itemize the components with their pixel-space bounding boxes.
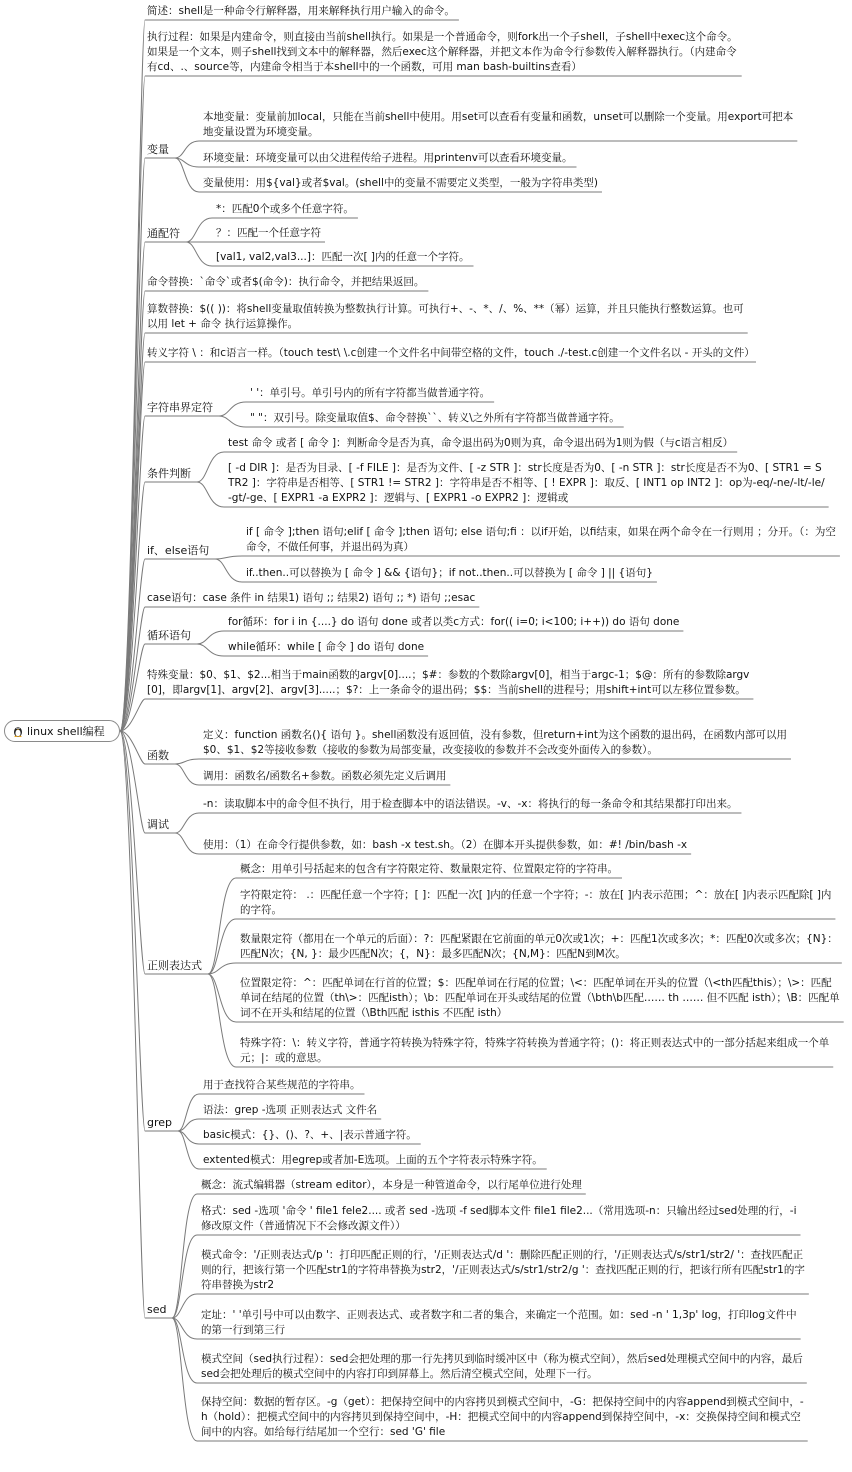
category-grep[interactable]: grep [147, 1116, 173, 1129]
connector-level1 [120, 158, 175, 731]
node-teshu[interactable]: 特殊变量：$0、$1、$2...相当于main函数的argv[0]....；$#：参数的个数除argv[0]，相当于argc-1；$@：所有的参数除argv[0]，即argv[1]、argv[2]、argv[3].....；$?：上一条命令的退出码；$$：当前shell的进程号；用shift+int可以左移位置参数。 [147, 669, 750, 696]
node-grep-extended[interactable]: extented模式：用egrep或者加-E选项。上面的五个字符表示特殊字符。 [203, 1154, 543, 1166]
node-zhengze-concept[interactable]: 概念：用单引号括起来的包含有字符限定符、数量限定符、位置限定符的字符串。 [240, 863, 618, 875]
node-tongpeifu-star[interactable]: *：匹配0个或多个任意字符。 [216, 203, 354, 215]
node-grep-desc[interactable]: 用于查找符合某些规范的字符串。 [203, 1079, 361, 1091]
node-tiaojian-ops[interactable]: [ -d DIR ]：是否为目录、[ -f FILE ]：是否为文件、[ -z STR ]：str长度是否为0、[ -n STR ]：str长度是否不为0、[ STR1 = STR2 ]：字符串是否相等、[ STR1 != STR2 ]：字符串是否不相等、[ ! EXPR ]：取反、[ INT1 op INT2 ]：op为-eq/-ne/-lt/-le/-gt/-ge、[ EXPR1 -a EXPR2 ]：逻辑与、[ EXPR1 -o EXPR2 ]：逻辑或 [228, 462, 825, 504]
node-tiaoshi-options[interactable]: -n：读取脚本中的命令但不执行，用于检查脚本中的语法错误。-v、-x：将执行的每一条命令和其结果都打印出来。 [203, 798, 738, 810]
connector-level1 [120, 731, 178, 1131]
node-sed-concept[interactable]: 概念：流式编辑器（stream editor），本身是一种管道命令，以行尾单位进行处理 [201, 1179, 582, 1191]
node-bianliang-local[interactable]: 本地变量：变量前加local，只能在当前shell中使用。用set可以查看有变量和函数，unset可以删除一个变量。用export可把本地变量设置为环境变量。 [203, 111, 794, 138]
connector-level1 [120, 699, 753, 731]
node-tongpeifu-question[interactable]: ？：匹配一个任意字符 [216, 227, 321, 239]
node-bianliang-use[interactable]: 变量使用：用${val}或者$val。(shell中的变量不需要定义类型，一般为字符串类型) [203, 177, 598, 189]
node-zhengze-quantity[interactable]: 数量限定符（都用在一个单元的后面）：?：匹配紧跟在它前面的单元0次或1次；+：匹配1次或多次；*：匹配0次或多次；{N}：匹配N次；{N, }：最少匹配N次；{，N}：最多匹配N次；{N,M}：匹配N到M次。 [240, 933, 838, 960]
category-sed[interactable]: sed [147, 1303, 167, 1316]
connector-level2 [175, 813, 741, 833]
connector-level2 [208, 963, 842, 974]
tux-penguin-icon [13, 725, 23, 737]
connector-level1 [120, 76, 742, 731]
category-zifuchuan[interactable]: 字符串界定符 [147, 401, 213, 414]
node-tongpeifu-bracket[interactable]: [val1, val2,val3...]：匹配一次[ ]内的任意一个字符。 [216, 251, 470, 263]
node-zifuchuan-single[interactable]: ' '：单引号。单引号内的所有字符都当做普通字符。 [250, 387, 491, 399]
node-sed-pattern-space[interactable]: 模式空间（sed执行过程）：sed会把处理的那一行先拷贝到临时缓冲区中（称为模式空间），然后sed处理模式空间中的内容，最后sed会把处理后的模式空间中的内容打印到屏幕上。然后清空模式空间，处理下一行。 [201, 1353, 803, 1380]
node-tiaoshi-usage[interactable]: 使用：（1）在命令行提供参数，如：bash -x test.sh。（2）在脚本开头提供参数，如：#! /bin/bash -x [203, 839, 688, 851]
node-zhengze-special[interactable]: 特殊字符：\：转义字符，普通字符转换为特殊字符，特殊字符转换为普通字符；()：将正则表达式中的一部分括起来组成一个单元；|：或的意思。 [240, 1037, 830, 1064]
node-grep-syntax[interactable]: 语法：grep -选项 正则表达式 文件名 [203, 1104, 378, 1116]
node-sed-pattern[interactable]: 模式命令：'/正则表达式/p '：打印匹配正则的行，'/正则表达式/d '：删除匹配正则的行，'/正则表达式/s/str1/str2/ '：查找匹配正则的行，把该行第一个匹配str1的字符串替换为str2，'/正则表达式/s/str1/str2/g '：查找匹配正则的行，把该行所有匹配str1的字符串替换为str2 [201, 1249, 805, 1291]
node-mingling[interactable]: 命令替换：`命令`或者$(命令)：执行命令，并把结果返回。 [147, 276, 425, 288]
node-suanshu[interactable]: 算数替换：$(( ))：将shell变量取值转换为整数执行计算。可执行+、-、*、/、%、**（幂）运算，并且只能执行整数运算。也可以用 let + 命令 执行运算操作。 [147, 303, 744, 330]
root-node[interactable] [4, 720, 120, 742]
node-sed-format[interactable]: 格式：sed -选项 '命令 ' file1 fele2.... 或者 sed -选项 -f sed脚本文件 file1 file2...（常用选项-n：只输出经过sed处理的行，-i修改原文件（普通情况下不会修改源文件）） [201, 1205, 797, 1232]
node-zifuchuan-double[interactable]: " "：双引号。除变量取值$、命令替换``、转义\之外所有字符都当做普通字符。 [250, 412, 620, 424]
node-grep-basic[interactable]: basic模式：{}、()、?、+、|表示普通字符。 [203, 1129, 417, 1141]
category-zhengze[interactable]: 正则表达式 [147, 959, 202, 972]
node-sed-hold-space[interactable]: 保持空间：数据的暂存区。-g（get）：把保持空间中的内容拷贝到模式空间中，-G：把保持空间中的内容append到模式空间中，-h（hold）：把模式空间中的内容拷贝到保持空间中，-H：把模式空间中的内容append到保持空间中，-x：交换保持空间和模式空间中的内容。如给每行结尾加一个空行：sed 'G' file [201, 1396, 804, 1438]
node-tiaojian-test[interactable]: test 命令 或者 [ 命令 ]：判断命令是否为真，命令退出码为0则为真，命令退出码为1则为假（与c语言相反） [228, 437, 734, 449]
node-ifelse-syntax[interactable]: if [ 命令 ];then 语句;elif [ 命令 ];then 语句; else 语句;fi ：以if开始，以fi结束，如果在两个命令在一行则用 ；分开。（：为空命令，不做任何事，并退出码为真） [246, 526, 836, 553]
category-tiaoshi[interactable]: 调试 [147, 818, 169, 831]
node-hanshu-define[interactable]: 定义：function 函数名(){ 语句 }。shell函数没有返回值，没有参数，但return+int为这个函数的退出码，在函数内部可以用$0、$1、$2等接收参数（接收的参数为局部变量，改变接收的参数并不会改变外面传入的参数）。 [203, 729, 787, 756]
connector-level1 [120, 731, 208, 974]
node-xunhuan-for[interactable]: for循环：for i in {....} do 语句 done 或者以类c方式：for(( i=0; i<100; i++)) do 语句 done [228, 616, 680, 628]
category-hanshu[interactable]: 函数 [147, 749, 169, 762]
root-label: linux shell编程 [27, 725, 105, 738]
node-ifelse-short[interactable]: if..then..可以替换为 [ 命令 ] && {语句}；if not..then..可以替换为 [ 命令 ] || {语句} [246, 567, 653, 579]
node-zhuanyi[interactable]: 转义字符 \ ：和c语言一样。（touch test\ \.c创建一个文件名中间带空格的文件，touch ./-test.c创建一个文件名以 - 开头的文件） [147, 347, 755, 359]
node-case[interactable]: case语句：case 条件 in 结果1) 语句 ;; 结果2) 语句 ;; *) 语句 ;;esac [147, 592, 476, 604]
connector-level2 [215, 556, 840, 559]
category-bianliang[interactable]: 变量 [147, 143, 169, 156]
category-ifelse[interactable]: if、else语句 [147, 544, 210, 557]
node-hanshu-call[interactable]: 调用：函数名/函数名+参数。函数必须先定义后调用 [203, 770, 447, 782]
node-sed-address[interactable]: 定址：' '单引号中可以由数字、正则表达式、或者数字和二者的集合，来确定一个范围。如：sed -n ' 1,3p' log，打印log文件中的第一行到第三行 [201, 1309, 797, 1336]
category-xunhuan[interactable]: 循环语句 [147, 629, 191, 642]
node-zhixing[interactable]: 执行过程：如果是内建命令，则直接由当前shell执行。如果是一个普通命令，则fork出一个子shell，子shell中exec这个命令。如果是一个文本，则子shell找到文本中的解释器，然后exec这个解释器，并把文本作为命令行参数传入解释器执行。（内建命令有cd、.、source等，内建命令相当于本shell中的一个函数，可用 man bash-builtins查看） [147, 31, 738, 73]
node-xunhuan-while[interactable]: while循环：while [ 命令 ] do 语句 done [228, 641, 425, 653]
node-bianliang-env[interactable]: 环境变量：环境变量可以由父进程传给子进程。用printenv可以查看环境变量。 [203, 152, 573, 164]
node-zhengze-char[interactable]: 字符限定符： .：匹配任意一个字符；[ ]：匹配一次[ ]内的任意一个字符；-：放在[ ]内表示范围；^：放在[ ]内表示匹配除[ ]内的字符。 [240, 889, 832, 916]
node-jianshu[interactable]: 简述：shell是一种命令行解释器，用来解释执行用户输入的命令。 [147, 5, 455, 17]
category-tiaojian[interactable]: 条件判断 [147, 467, 191, 480]
category-tongpeifu[interactable]: 通配符 [147, 227, 180, 240]
node-zhengze-position[interactable]: 位置限定符：^：匹配单词在行首的位置；$：匹配单词在行尾的位置；\<：匹配单词在开头的位置（\<th匹配this）；\>：匹配单词在结尾的位置（th\>：匹配isth）；\b：匹配单词在开头或结尾的位置（\bth\b匹配…… th …… 但不匹配 isth）；\B：匹配单词不在开头和结尾的位置（\Bth匹配 isthis 不匹配 isth） [240, 977, 840, 1019]
connector-level2 [175, 759, 791, 764]
